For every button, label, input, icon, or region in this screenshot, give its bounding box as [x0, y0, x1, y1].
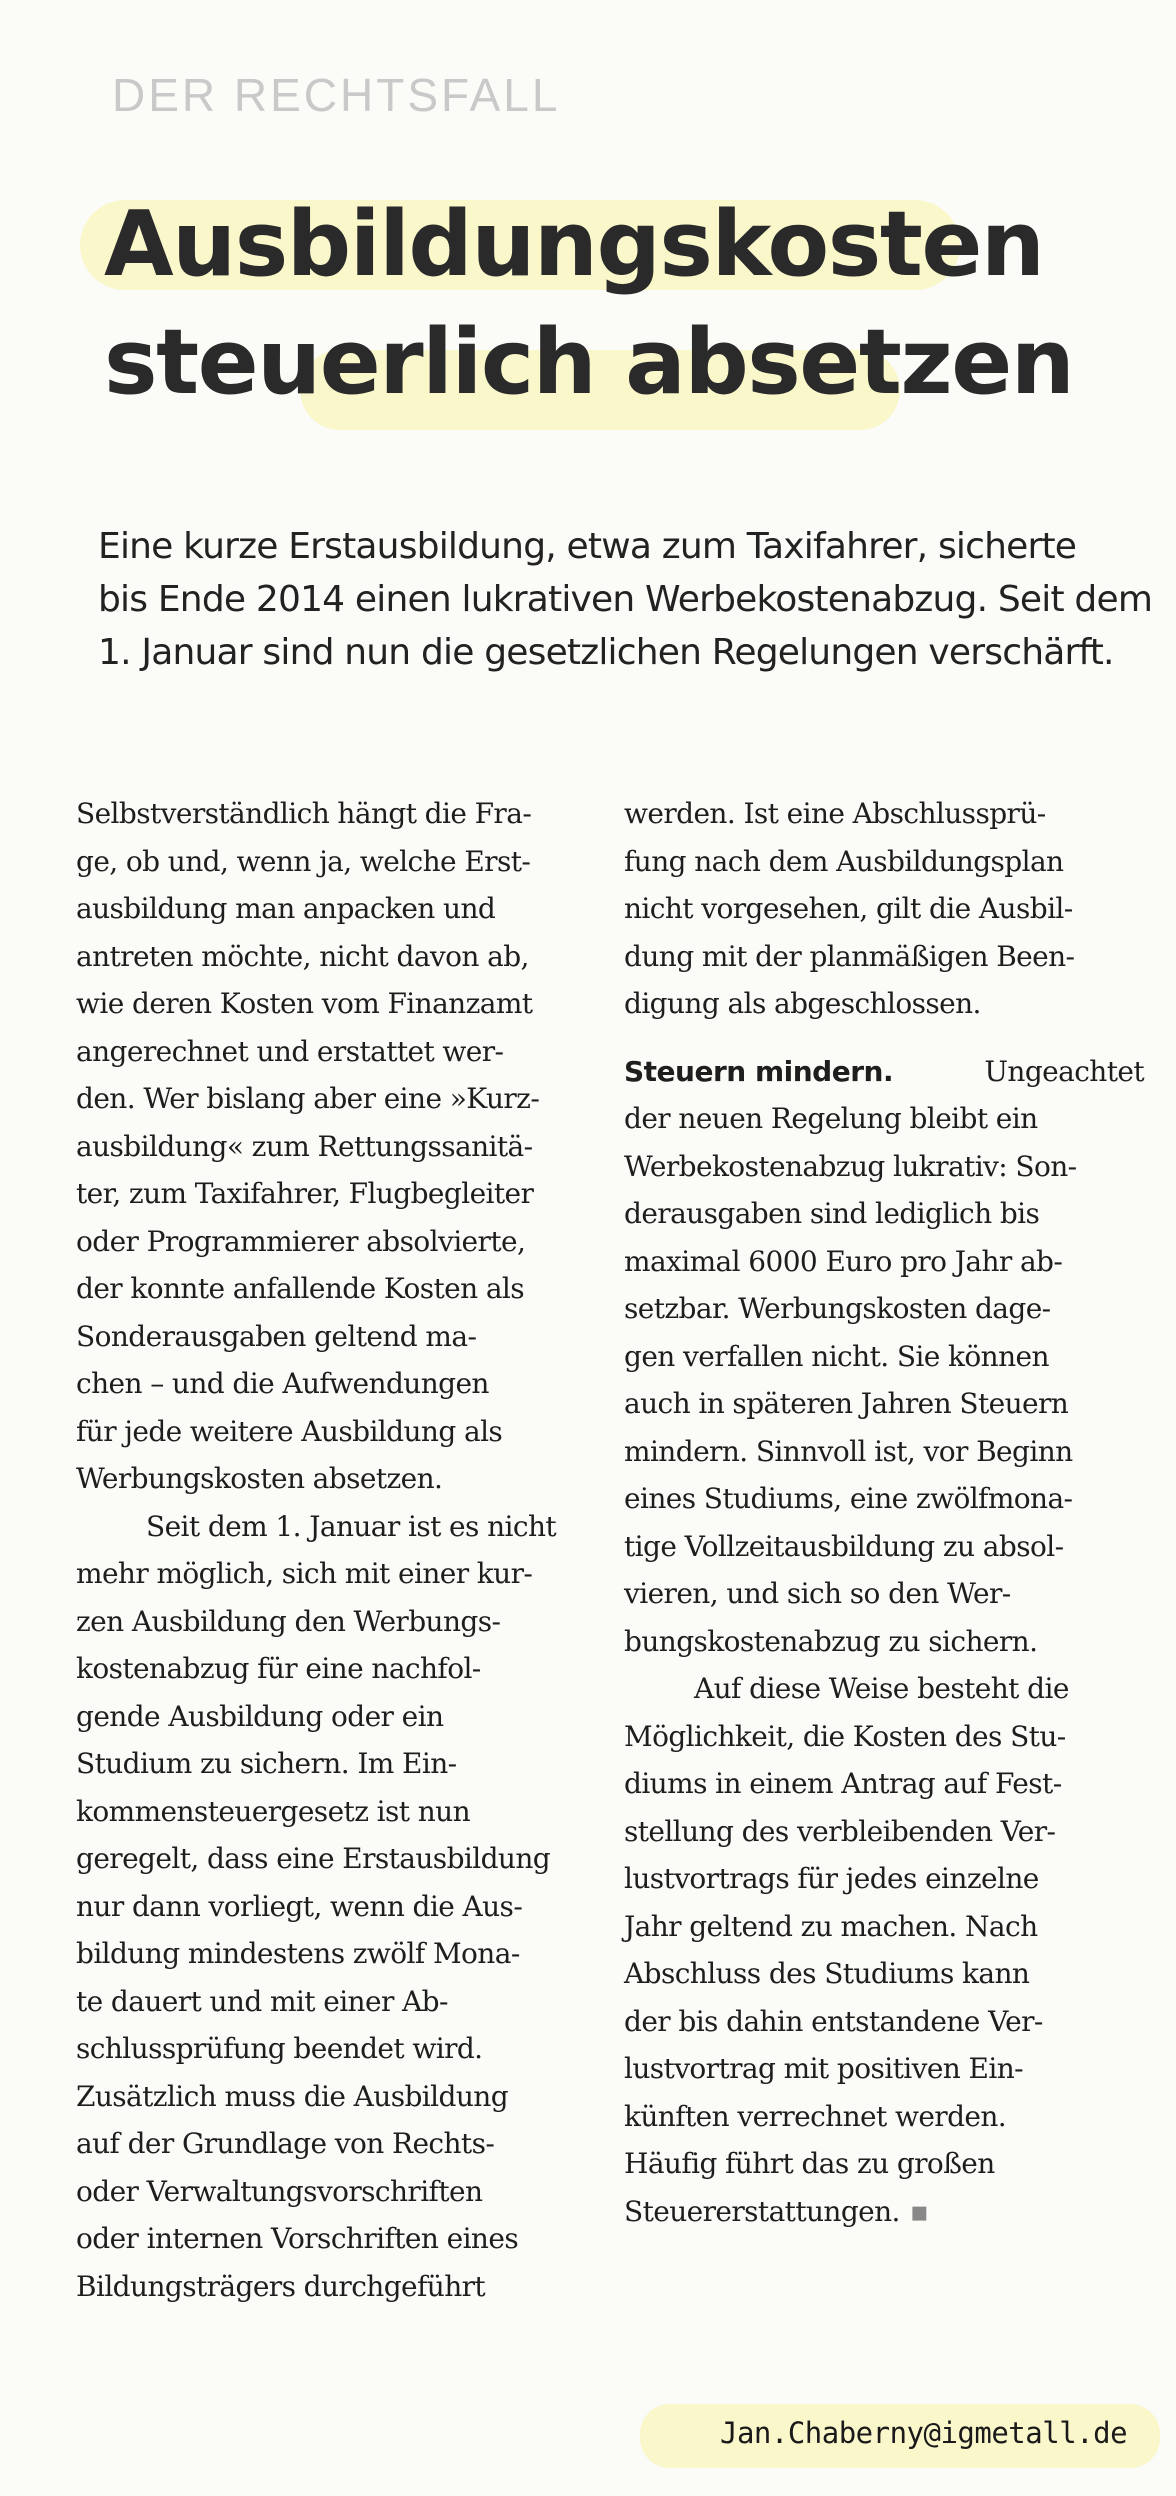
text-line: ter, zum Taxifahrer, Flugbegleiter [76, 1177, 534, 1210]
article-column-2 [624, 790, 1144, 2235]
text-line: lustvortrag mit positiven Ein- [624, 2052, 1024, 2085]
section-kicker: DER RECHTSFALL [112, 69, 561, 121]
article-column-1 [76, 790, 596, 2310]
text-line: stellung des verbleibenden Ver- [624, 1814, 1056, 1848]
text-line: derausgaben sind lediglich bis [624, 1197, 1040, 1230]
text-line: Zusätzlich muss die Ausbildung [76, 2079, 509, 2113]
text-line: ausbildung man anpacken und [76, 892, 496, 925]
text-line: Abschluss des Studiums kann [624, 1957, 1030, 1990]
text-line: zen Ausbildung den Werbungs- [76, 1604, 501, 1638]
text-line: ge, ob und, wenn ja, welche Erst- [76, 844, 531, 878]
text-line: bildung mindestens zwölf Mona- [76, 1937, 520, 1970]
text-line: ausbildung« zum Rettungssanitä- [76, 1129, 533, 1163]
text-line-subhead: Steuern mindern. Ungeachtet [624, 1048, 1144, 1096]
text-line: den. Wer bislang aber eine »Kurz- [76, 1082, 540, 1115]
text-line: der neuen Regelung bleibt ein [624, 1102, 1038, 1135]
text-line: Werbungskosten absetzen. [76, 1462, 443, 1495]
text-line: geregelt, dass eine Erstausbildung [76, 1842, 551, 1875]
text-line: auch in späteren Jahren Steuern [624, 1387, 1069, 1420]
article-lead [98, 520, 1153, 679]
text-line: gende Ausbildung oder ein [76, 1699, 444, 1733]
text-line: Jahr geltend zu machen. Nach [624, 1909, 1038, 1943]
text-line: Selbstverständlich hängt die Fra- [76, 797, 532, 830]
text-line: maximal 6000 Euro pro Jahr ab- [624, 1244, 1063, 1278]
text-line: eines Studiums, eine zwölfmona- [624, 1482, 1073, 1515]
text-line: oder Verwaltungsvorschriften [76, 2174, 483, 2208]
lead-line: Eine kurze Erstausbildung, etwa zum Taxifahrer, sicherte [98, 526, 1077, 567]
text-line: künften verrechnet werden. [624, 2099, 1007, 2133]
text-line: der bis dahin entstandene Ver- [624, 2004, 1043, 2038]
text-line: gen verfallen nicht. Sie können [624, 1339, 1049, 1373]
text-line: Studium zu sichern. Im Ein- [76, 1747, 457, 1780]
text-line: Sonderausgaben geltend ma- [76, 1319, 477, 1353]
text-line: digung als abgeschlossen. [624, 987, 981, 1020]
end-mark: ▪ [909, 2194, 929, 2228]
text-line: diums in einem Antrag auf Fest- [624, 1767, 1062, 1800]
text-line: te dauert und mit einer Ab- [76, 1984, 448, 2018]
author-email: Jan.Chaberny@igmetall.de [720, 2416, 1128, 2450]
text-line: oder Programmierer absolvierte, [76, 1224, 526, 1258]
text-line: Auf diese Weise besteht die [694, 1672, 1069, 1705]
paragraph-gap [624, 1028, 1144, 1048]
text-line: setzbar. Werbungskosten dage- [624, 1292, 1051, 1325]
lead-line: bis Ende 2014 einen lukrativen Werbekostenabzug. Seit dem [98, 579, 1153, 620]
article-headline [104, 186, 1104, 422]
text-line: Werbekostenabzug lukrativ: Son- [624, 1149, 1077, 1183]
text-line: Möglichkeit, die Kosten des Stu- [624, 1719, 1066, 1753]
headline-line: steuerlich absetzen [104, 310, 1074, 415]
text-line: angerechnet und erstattet wer- [76, 1034, 504, 1068]
subhead: Steuern mindern. [624, 1054, 894, 1088]
text-line: wie deren Kosten vom Finanzamt [76, 987, 533, 1020]
text-line: Bildungsträgers durchgeführt [76, 2269, 486, 2303]
headline-line: Ausbildungskosten [104, 192, 1044, 297]
text-line: Steuererstattungen. ▪ [624, 2188, 1144, 2236]
text-line: mehr möglich, sich mit einer kur- [76, 1557, 533, 1590]
text-line: tige Vollzeitausbildung zu absol- [624, 1529, 1064, 1563]
text-line: lustvortrags für jedes einzelne [624, 1862, 1039, 1895]
text-line: auf der Grundlage von Rechts- [76, 2127, 495, 2160]
text-line: chen – und die Aufwendungen [76, 1367, 489, 1400]
text-line: antreten möchte, nicht davon ab, [76, 939, 529, 973]
text-line: vieren, und sich so den Wer- [624, 1577, 1011, 1610]
text-line: dung mit der planmäßigen Been- [624, 939, 1075, 973]
text-line: kommensteuergesetz ist nun [76, 1794, 471, 1828]
text-line: Häufig führt das zu großen [624, 2147, 995, 2180]
text-line: fung nach dem Ausbildungsplan [624, 844, 1064, 878]
text-line: Seit dem 1. Januar ist es nicht [146, 1509, 557, 1543]
text-line: nur dann vorliegt, wenn die Aus- [76, 1889, 523, 1923]
text-line: kostenabzug für eine nachfol- [76, 1652, 481, 1685]
text-line: schlussprüfung beendet wird. [76, 2032, 483, 2065]
text-line: werden. Ist eine Abschlussprü- [624, 797, 1046, 830]
lead-line: 1. Januar sind nun die gesetzlichen Regelungen verschärft. [98, 632, 1114, 673]
text-line: bungskostenabzug zu sichern. [624, 1624, 1038, 1658]
text-line: mindern. Sinnvoll ist, vor Beginn [624, 1434, 1073, 1468]
text-line: für jede weitere Ausbildung als [76, 1414, 503, 1448]
text-line: der konnte anfallende Kosten als [76, 1272, 525, 1305]
text-line: nicht vorgesehen, gilt die Ausbil- [624, 892, 1073, 925]
text-line: oder internen Vorschriften eines [76, 2222, 519, 2255]
